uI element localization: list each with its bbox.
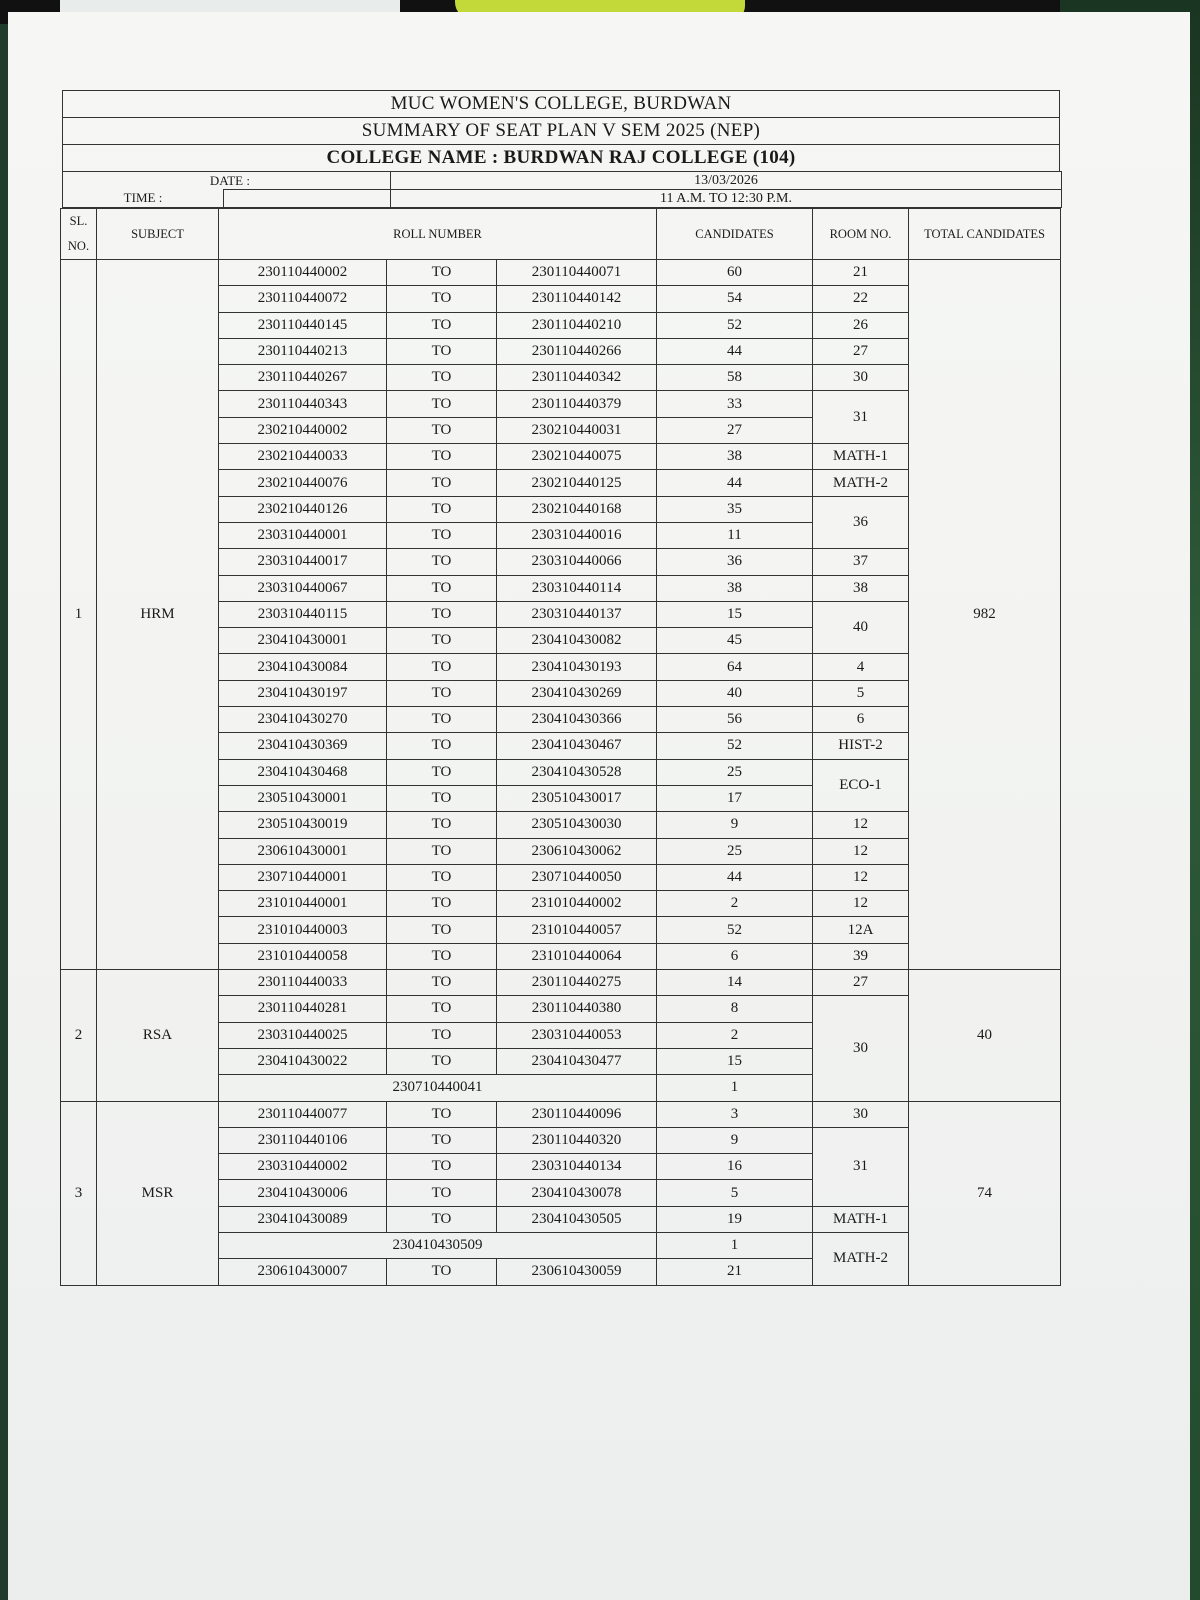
roll-to-cell: 230310440114 — [497, 575, 657, 601]
total-candidates-cell: 40 — [909, 970, 1061, 1101]
room-cell: 37 — [813, 549, 909, 575]
roll-to-cell: 230410430269 — [497, 680, 657, 706]
roll-single-cell: 230710440041 — [219, 1075, 657, 1101]
roll-from-cell: 230410430089 — [219, 1206, 387, 1232]
to-label-cell: TO — [387, 1127, 497, 1153]
roll-to-cell: 230110440210 — [497, 312, 657, 338]
candidates-cell: 5 — [657, 1180, 813, 1206]
candidates-cell: 40 — [657, 680, 813, 706]
to-label-cell: TO — [387, 785, 497, 811]
roll-single-cell: 230410430509 — [219, 1232, 657, 1258]
room-cell: 12 — [813, 864, 909, 890]
roll-from-cell: 230610430007 — [219, 1259, 387, 1285]
to-label-cell: TO — [387, 917, 497, 943]
candidates-cell: 64 — [657, 654, 813, 680]
roll-to-cell: 230210440125 — [497, 470, 657, 496]
room-cell: 38 — [813, 575, 909, 601]
sl-no-cell: 2 — [61, 970, 97, 1101]
candidates-cell: 44 — [657, 338, 813, 364]
room-cell: HIST-2 — [813, 733, 909, 759]
room-cell: 31 — [813, 1127, 909, 1206]
room-cell: 12 — [813, 812, 909, 838]
candidates-cell: 60 — [657, 260, 813, 286]
room-cell: 22 — [813, 286, 909, 312]
candidates-cell: 2 — [657, 891, 813, 917]
to-label-cell: TO — [387, 286, 497, 312]
to-label-cell: TO — [387, 707, 497, 733]
date-label: DATE : — [63, 172, 391, 190]
roll-to-cell: 230310440053 — [497, 1022, 657, 1048]
room-cell: 26 — [813, 312, 909, 338]
room-cell: 39 — [813, 943, 909, 969]
date-value: 13/03/2026 — [391, 172, 1062, 190]
candidates-cell: 6 — [657, 943, 813, 969]
roll-to-cell: 230110440266 — [497, 338, 657, 364]
candidates-cell: 15 — [657, 1048, 813, 1074]
roll-from-cell: 230110440072 — [219, 286, 387, 312]
room-cell: MATH-1 — [813, 1206, 909, 1232]
to-label-cell: TO — [387, 943, 497, 969]
candidates-cell: 45 — [657, 628, 813, 654]
roll-to-cell: 230110440320 — [497, 1127, 657, 1153]
roll-from-cell: 230410430369 — [219, 733, 387, 759]
roll-from-cell: 230410430468 — [219, 759, 387, 785]
roll-to-cell: 231010440057 — [497, 917, 657, 943]
roll-from-cell: 230110440033 — [219, 970, 387, 996]
room-cell: 30 — [813, 1101, 909, 1127]
document-subtitle: SUMMARY OF SEAT PLAN V SEM 2025 (NEP) — [62, 117, 1060, 144]
roll-to-cell: 230210440031 — [497, 417, 657, 443]
roll-to-cell: 230310440066 — [497, 549, 657, 575]
to-label-cell: TO — [387, 575, 497, 601]
roll-from-cell: 230110440343 — [219, 391, 387, 417]
to-label-cell: TO — [387, 864, 497, 890]
to-label-cell: TO — [387, 312, 497, 338]
time-label: TIME : — [63, 190, 224, 208]
roll-from-cell: 230310440002 — [219, 1154, 387, 1180]
col-header-room-no: ROOM NO. — [813, 209, 909, 260]
room-cell: 12 — [813, 838, 909, 864]
candidates-cell: 9 — [657, 812, 813, 838]
to-label-cell: TO — [387, 1022, 497, 1048]
to-label-cell: TO — [387, 417, 497, 443]
roll-from-cell: 230310440001 — [219, 522, 387, 548]
table-row — [61, 970, 1061, 996]
candidates-cell: 44 — [657, 864, 813, 890]
roll-from-cell: 230110440213 — [219, 338, 387, 364]
roll-to-cell: 230410430193 — [497, 654, 657, 680]
to-label-cell: TO — [387, 680, 497, 706]
roll-to-cell: 230210440075 — [497, 444, 657, 470]
room-cell: 4 — [813, 654, 909, 680]
to-label-cell: TO — [387, 444, 497, 470]
candidates-cell: 3 — [657, 1101, 813, 1127]
total-candidates-cell: 982 — [909, 260, 1061, 970]
subject-cell: HRM — [97, 260, 219, 970]
room-cell: 27 — [813, 338, 909, 364]
roll-from-cell: 230310440115 — [219, 601, 387, 627]
roll-from-cell: 230410430270 — [219, 707, 387, 733]
roll-from-cell: 230110440106 — [219, 1127, 387, 1153]
roll-from-cell: 230210440126 — [219, 496, 387, 522]
roll-from-cell: 230210440002 — [219, 417, 387, 443]
col-header-candidates: CANDIDATES — [657, 209, 813, 260]
roll-to-cell: 230110440380 — [497, 996, 657, 1022]
time-value: 11 A.M. TO 12:30 P.M. — [391, 190, 1062, 208]
to-label-cell: TO — [387, 601, 497, 627]
candidates-cell: 25 — [657, 759, 813, 785]
roll-from-cell: 230410430006 — [219, 1180, 387, 1206]
subject-cell: RSA — [97, 970, 219, 1101]
roll-to-cell: 230610430062 — [497, 838, 657, 864]
roll-from-cell: 230210440033 — [219, 444, 387, 470]
roll-from-cell: 230310440017 — [219, 549, 387, 575]
room-cell: 5 — [813, 680, 909, 706]
room-cell: 31 — [813, 391, 909, 444]
to-label-cell: TO — [387, 391, 497, 417]
room-cell: 27 — [813, 970, 909, 996]
roll-to-cell: 230410430366 — [497, 707, 657, 733]
sl-no-cell: 3 — [61, 1101, 97, 1285]
room-cell: 40 — [813, 601, 909, 654]
roll-to-cell: 230110440096 — [497, 1101, 657, 1127]
to-label-cell: TO — [387, 496, 497, 522]
roll-to-cell: 230410430082 — [497, 628, 657, 654]
roll-from-cell: 230610430001 — [219, 838, 387, 864]
room-cell: 30 — [813, 365, 909, 391]
seat-plan-document — [60, 90, 1100, 1286]
roll-from-cell: 230510430001 — [219, 785, 387, 811]
col-header-sl-no: SL. NO. — [61, 209, 97, 260]
to-label-cell: TO — [387, 654, 497, 680]
to-label-cell: TO — [387, 1154, 497, 1180]
roll-from-cell: 230410430197 — [219, 680, 387, 706]
to-label-cell: TO — [387, 338, 497, 364]
roll-to-cell: 230410430505 — [497, 1206, 657, 1232]
subject-cell: MSR — [97, 1101, 219, 1285]
candidates-cell: 38 — [657, 444, 813, 470]
to-label-cell: TO — [387, 1180, 497, 1206]
roll-from-cell: 230310440025 — [219, 1022, 387, 1048]
roll-to-cell: 230310440134 — [497, 1154, 657, 1180]
roll-from-cell: 231010440058 — [219, 943, 387, 969]
col-header-roll-number: ROLL NUMBER — [219, 209, 657, 260]
candidates-cell: 36 — [657, 549, 813, 575]
roll-to-cell: 230510430030 — [497, 812, 657, 838]
to-label-cell: TO — [387, 260, 497, 286]
roll-to-cell: 231010440064 — [497, 943, 657, 969]
table-row — [61, 1101, 1061, 1127]
roll-from-cell: 230410430022 — [219, 1048, 387, 1074]
to-label-cell: TO — [387, 549, 497, 575]
paper-sheet — [8, 12, 1190, 1600]
room-cell: MATH-2 — [813, 1232, 909, 1285]
room-cell: 6 — [813, 707, 909, 733]
roll-to-cell: 230510430017 — [497, 785, 657, 811]
candidates-cell: 52 — [657, 312, 813, 338]
room-cell: 36 — [813, 496, 909, 549]
roll-to-cell: 230410430467 — [497, 733, 657, 759]
roll-to-cell: 230310440016 — [497, 522, 657, 548]
candidates-cell: 15 — [657, 601, 813, 627]
total-candidates-cell: 74 — [909, 1101, 1061, 1285]
table-row — [61, 260, 1061, 286]
candidates-cell: 44 — [657, 470, 813, 496]
to-label-cell: TO — [387, 838, 497, 864]
roll-from-cell: 230110440145 — [219, 312, 387, 338]
roll-from-cell: 230710440001 — [219, 864, 387, 890]
roll-to-cell: 230710440050 — [497, 864, 657, 890]
candidates-cell: 16 — [657, 1154, 813, 1180]
candidates-cell: 17 — [657, 785, 813, 811]
roll-to-cell: 230110440342 — [497, 365, 657, 391]
candidates-cell: 14 — [657, 970, 813, 996]
room-cell: 21 — [813, 260, 909, 286]
candidates-cell: 25 — [657, 838, 813, 864]
roll-from-cell: 230410430084 — [219, 654, 387, 680]
room-cell: 12 — [813, 891, 909, 917]
roll-to-cell: 231010440002 — [497, 891, 657, 917]
to-label-cell: TO — [387, 733, 497, 759]
roll-to-cell: 230110440142 — [497, 286, 657, 312]
room-cell: MATH-1 — [813, 444, 909, 470]
roll-from-cell: 230110440002 — [219, 260, 387, 286]
candidates-cell: 9 — [657, 1127, 813, 1153]
to-label-cell: TO — [387, 891, 497, 917]
to-label-cell: TO — [387, 1206, 497, 1232]
candidates-cell: 11 — [657, 522, 813, 548]
candidates-cell: 27 — [657, 417, 813, 443]
roll-to-cell: 230310440137 — [497, 601, 657, 627]
candidates-cell: 33 — [657, 391, 813, 417]
roll-from-cell: 230310440067 — [219, 575, 387, 601]
candidates-cell: 2 — [657, 1022, 813, 1048]
roll-to-cell: 230610430059 — [497, 1259, 657, 1285]
roll-from-cell: 230110440077 — [219, 1101, 387, 1127]
roll-to-cell: 230210440168 — [497, 496, 657, 522]
room-cell: 12A — [813, 917, 909, 943]
candidates-cell: 8 — [657, 996, 813, 1022]
candidates-cell: 58 — [657, 365, 813, 391]
roll-to-cell: 230110440379 — [497, 391, 657, 417]
to-label-cell: TO — [387, 365, 497, 391]
roll-from-cell: 231010440003 — [219, 917, 387, 943]
roll-from-cell: 230110440267 — [219, 365, 387, 391]
roll-from-cell: 230210440076 — [219, 470, 387, 496]
to-label-cell: TO — [387, 522, 497, 548]
room-cell: ECO-1 — [813, 759, 909, 812]
date-time-table — [62, 171, 1062, 208]
roll-from-cell: 230510430019 — [219, 812, 387, 838]
document-title: MUC WOMEN'S COLLEGE, BURDWAN — [62, 90, 1060, 117]
col-header-subject: SUBJECT — [97, 209, 219, 260]
roll-to-cell: 230410430477 — [497, 1048, 657, 1074]
to-label-cell: TO — [387, 970, 497, 996]
to-label-cell: TO — [387, 628, 497, 654]
roll-from-cell: 230110440281 — [219, 996, 387, 1022]
to-label-cell: TO — [387, 996, 497, 1022]
college-name: COLLEGE NAME : BURDWAN RAJ COLLEGE (104) — [62, 144, 1060, 171]
roll-to-cell: 230410430528 — [497, 759, 657, 785]
to-label-cell: TO — [387, 759, 497, 785]
candidates-cell: 19 — [657, 1206, 813, 1232]
roll-to-cell: 230110440071 — [497, 260, 657, 286]
candidates-cell: 1 — [657, 1075, 813, 1101]
roll-from-cell: 230410430001 — [219, 628, 387, 654]
candidates-cell: 54 — [657, 286, 813, 312]
candidates-cell: 21 — [657, 1259, 813, 1285]
to-label-cell: TO — [387, 1259, 497, 1285]
col-header-total-candidates: TOTAL CANDIDATES — [909, 209, 1061, 260]
candidates-cell: 1 — [657, 1232, 813, 1258]
to-label-cell: TO — [387, 1101, 497, 1127]
to-label-cell: TO — [387, 470, 497, 496]
room-cell: MATH-2 — [813, 470, 909, 496]
roll-to-cell: 230410430078 — [497, 1180, 657, 1206]
to-label-cell: TO — [387, 1048, 497, 1074]
candidates-cell: 56 — [657, 707, 813, 733]
seat-plan-table — [60, 208, 1061, 1286]
sl-no-cell: 1 — [61, 260, 97, 970]
room-cell: 30 — [813, 996, 909, 1101]
candidates-cell: 52 — [657, 733, 813, 759]
candidates-cell: 52 — [657, 917, 813, 943]
candidates-cell: 35 — [657, 496, 813, 522]
roll-to-cell: 230110440275 — [497, 970, 657, 996]
candidates-cell: 38 — [657, 575, 813, 601]
table-header-row — [61, 209, 1061, 260]
roll-from-cell: 231010440001 — [219, 891, 387, 917]
to-label-cell: TO — [387, 812, 497, 838]
